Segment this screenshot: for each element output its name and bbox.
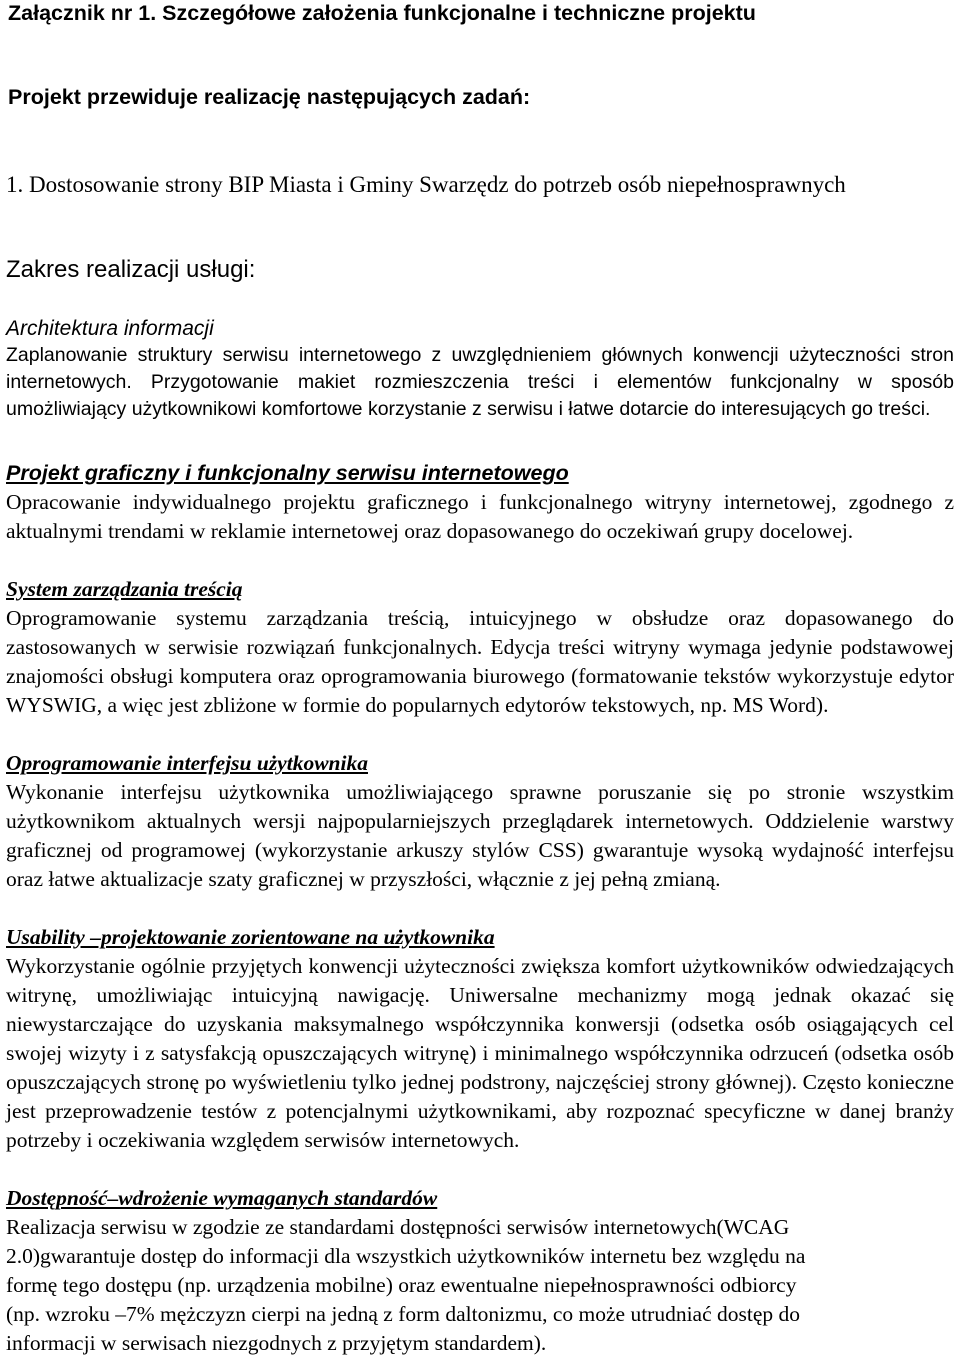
section-heading: Usability –projektowanie zorientowane na użytkownika: [6, 925, 495, 949]
intro-text: Projekt przewiduje realizację następujących zadań:: [8, 85, 531, 109]
section-body-line: formę tego dostępu (np. urządzenia mobilne) oraz ewentualne niepełnosprawności odbiorcy: [6, 1273, 797, 1297]
section-heading: Architektura informacji: [6, 317, 214, 340]
document-title: Załącznik nr 1. Szczegółowe założenia funkcjonalne i techniczne projektu: [8, 1, 756, 25]
section-heading: Projekt graficzny i funkcjonalny serwisu internetowego: [6, 461, 569, 485]
scope-heading: Zakres realizacji usługi:: [6, 256, 256, 283]
section-cms: [6, 575, 954, 720]
section-usability: [6, 923, 954, 1155]
section-body: Oprogramowanie systemu zarządzania treścią, intuicyjnego w obsłudze oraz dopasowanego do zastosowanych w serwisie rozwiązań funkcjonalnych. Edycja treści witryny wymaga jedynie podstawowej znajomości obsługi komputera oraz oprogramowania biurowego (formatowanie tekstów wykorzystuje edytor WYSWIG, a więc jest zbliżone w formie do popularnych edytorów tekstowych, np. MS Word).: [6, 606, 954, 717]
section-body: Wykorzystanie ogólnie przyjętych konwencji użyteczności zwiększa komfort użytkowników odwiedzających witrynę, umożliwiając intuicyjną nawigację. Uniwersalne mechanizmy mogą jednak okazać się niewystarczające do uzyskania maksymalnego współczynnika konwersji (odsetka osób osiągających cel swojej wizyty i z satysfakcją opuszczających witrynę) i minimalnego współczynnika odrzuceń (odsetka osób opuszczających stronę po wyświetleniu tylko jednej podstrony, najczęściej strony głównej). Często konieczne jest przeprowadzenie testów z potencjalnymi użytkownikami, aby rozpoznać specyficzne w danej branży potrzeby i oczekiwania względem serwisów internetowych.: [6, 954, 954, 1152]
section-graphic-design-body: [6, 488, 954, 546]
section-body: Wykonanie interfejsu użytkownika umożliwiającego sprawne poruszanie się po stronie wszystkim użytkownikom aktualnych wersji najpopularniejszych przeglądarek internetowych. Oddzielenie warstwy graficznej od programowej (wykorzystanie arkuszy stylów CSS) gwarantuje wysoką wydajność interfejsu oraz łatwe aktualizacje szaty graficznej w przyszłości, włącznie z jej pełną zmianą.: [6, 780, 954, 891]
section-body-line: (np. wzroku –7% mężczyzn cierpi na jedną z form daltonizmu, co może utrudniać dostęp do: [6, 1302, 801, 1326]
section-ui-programming: [6, 749, 954, 894]
section-heading: Dostępność–wdrożenie wymaganych standardów: [6, 1186, 438, 1210]
section-heading: Oprogramowanie interfejsu użytkownika: [6, 751, 368, 775]
section-information-architecture: [6, 315, 954, 423]
section-body-line: Realizacja serwisu w zgodzie ze standardami dostępności serwisów internetowych(WCAG: [6, 1215, 790, 1239]
section-body-line: informacji w serwisach niezgodnych z przyjętym standardem).: [6, 1331, 547, 1355]
section-body-line: 2.0)gwarantuje dostęp do informacji dla wszystkich użytkowników internetu bez względu na: [6, 1244, 806, 1268]
task-heading: 1. Dostosowanie strony BIP Miasta i Gminy Swarzędz do potrzeb osób niepełnosprawnych: [6, 172, 846, 197]
section-body: Zaplanowanie struktury serwisu internetowego z uwzględnieniem głównych konwencji użyteczności stron internetowych. Przygotowanie makiet rozmieszczenia treści i elementów funkcjonalny w sposób umożliwiający użytkownikowi komfortowe korzystanie z serwisu i łatwe dotarcie do interesujących go treści.: [6, 344, 954, 420]
section-body: Opracowanie indywidualnego projektu graficznego i funkcjonalnego witryny internetowej, zgodnego z aktualnymi trendami w reklamie internetowej oraz dopasowanego do oczekiwań grupy docelowej.: [6, 490, 954, 543]
section-graphic-design: [6, 459, 954, 488]
section-heading: System zarządzania treścią: [6, 577, 243, 601]
section-accessibility: [6, 1184, 954, 1358]
